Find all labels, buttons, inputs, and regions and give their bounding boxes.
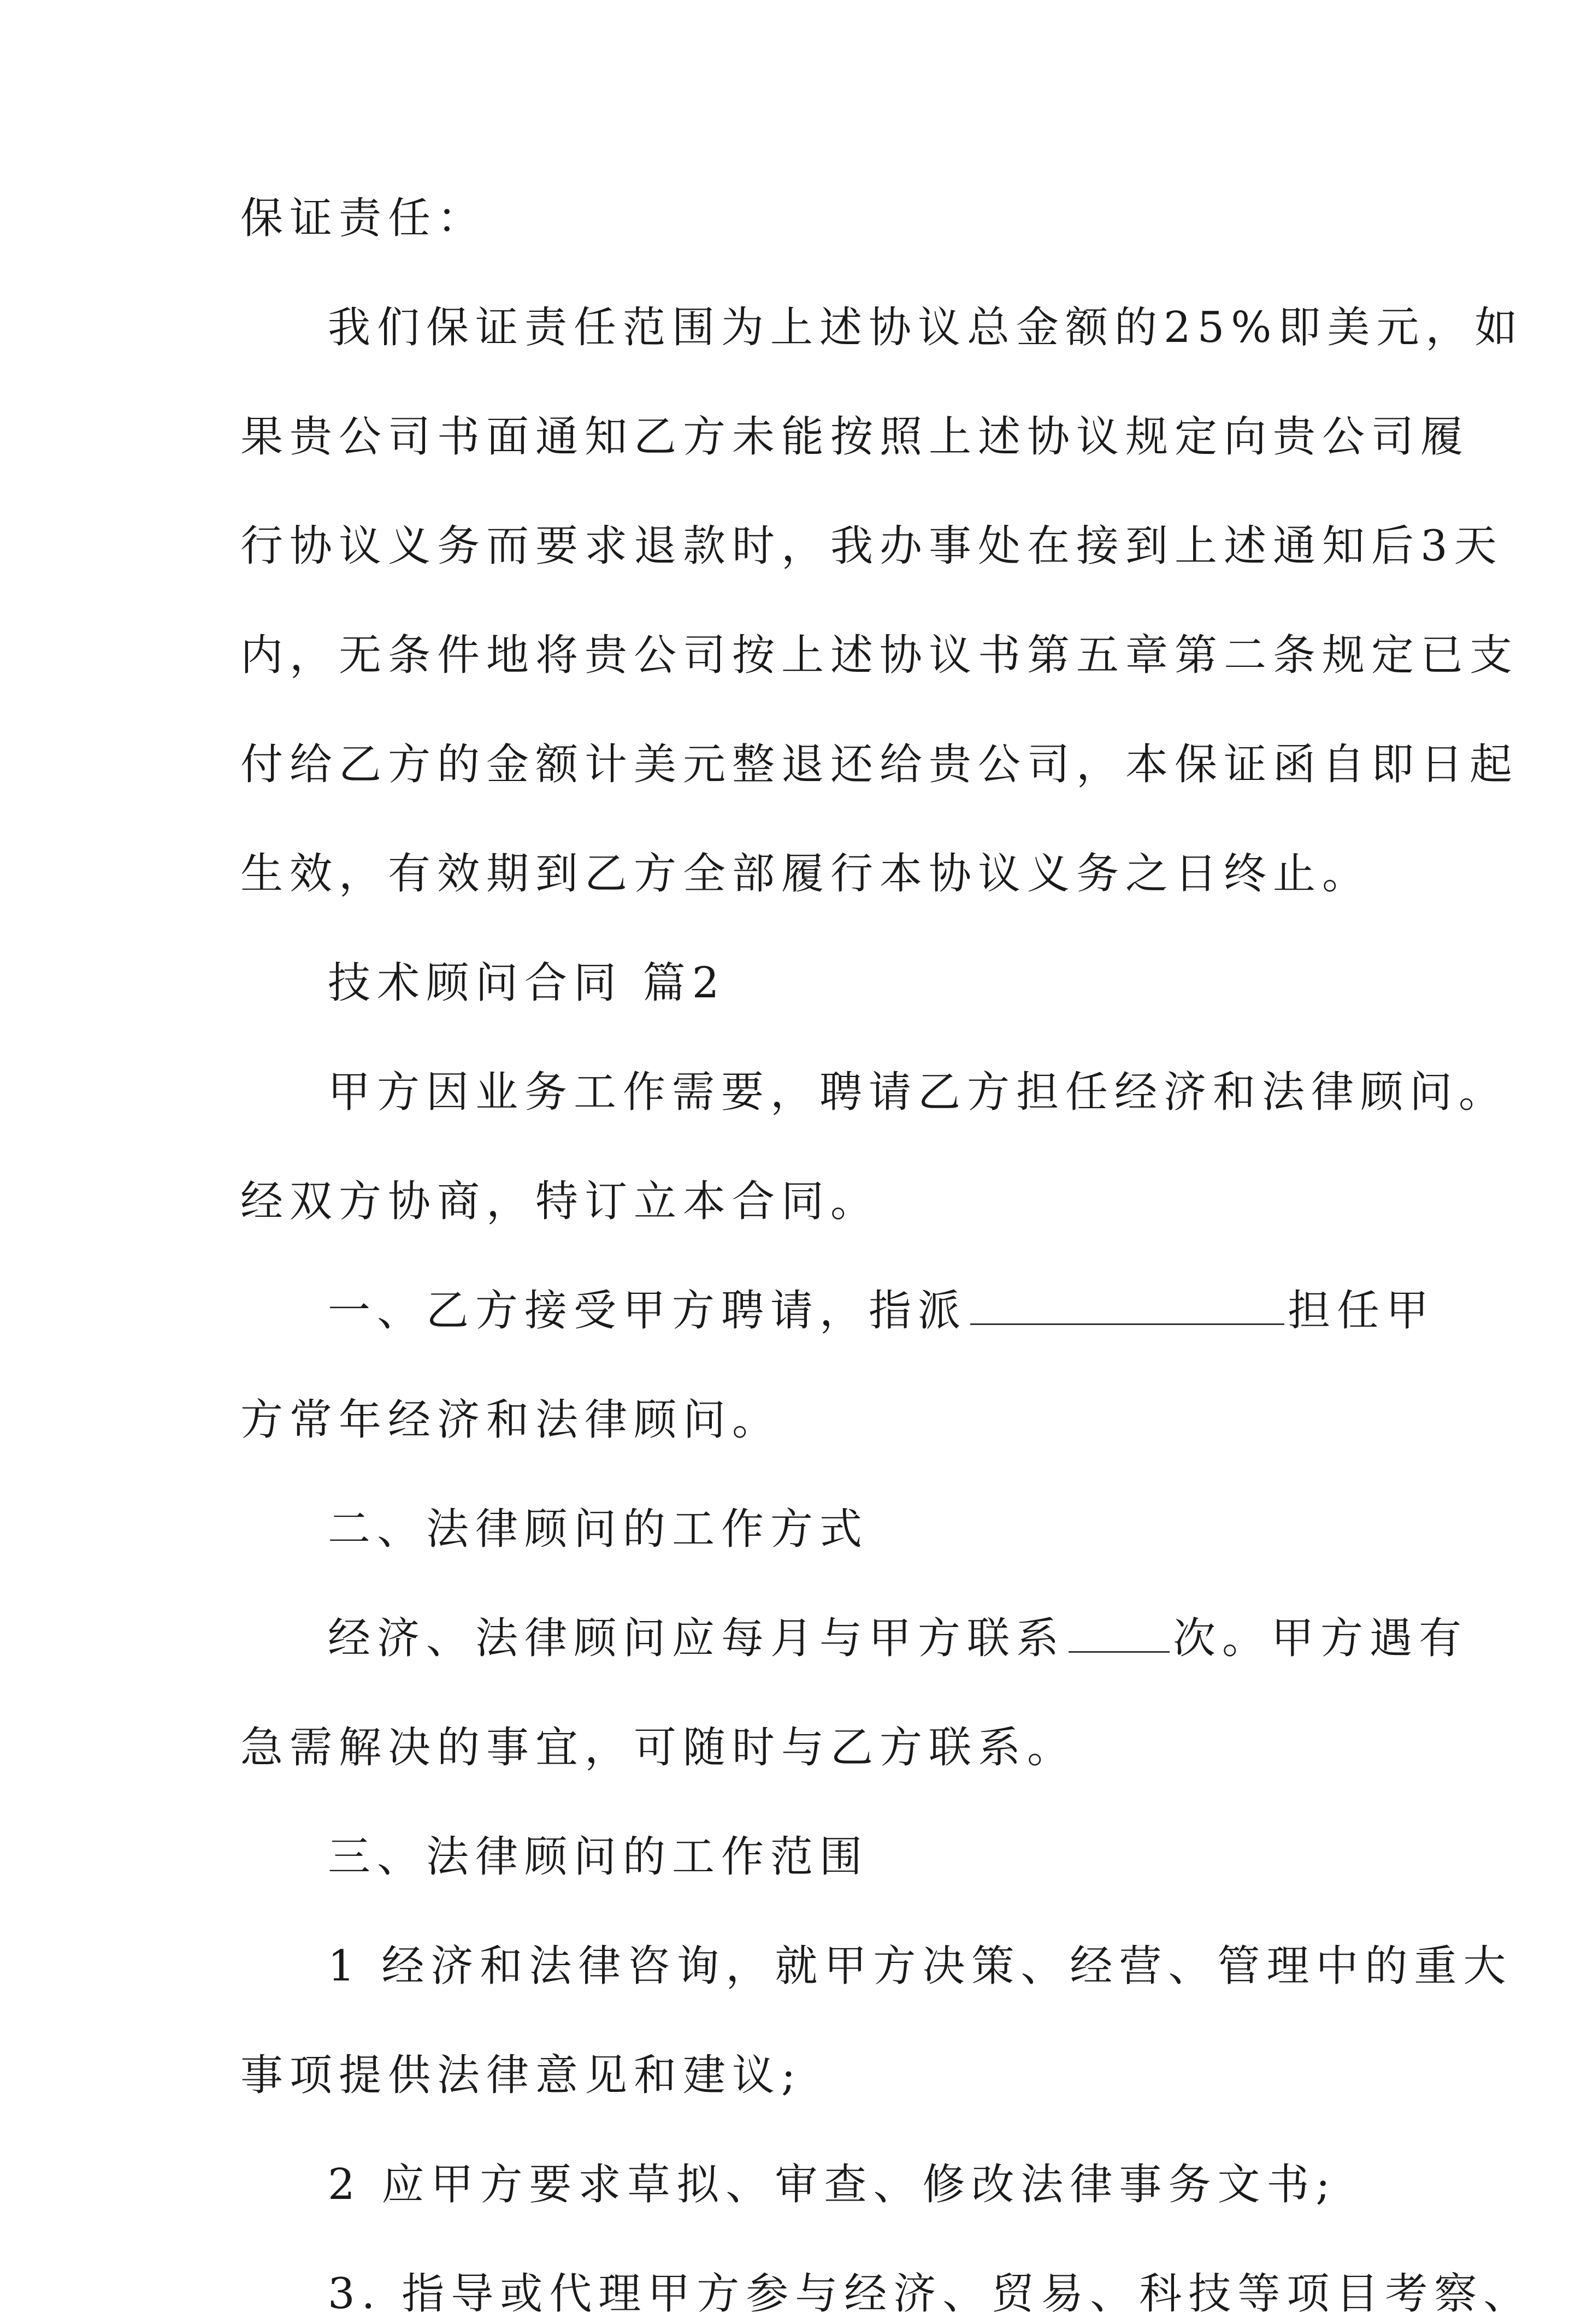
paragraph-line: 付给乙方的金额计美元整退还给贵公司，本保证函自即日起 — [240, 740, 1519, 789]
clause-text: 次。甲方遇有 — [1173, 1614, 1468, 1663]
list-item: 2 应甲方要求草拟、审查、修改法律事务文书; — [328, 2160, 1337, 2209]
paragraph-line: 经双方协商，特订立本合同。 — [240, 1177, 880, 1226]
fill-in-blank[interactable] — [1069, 1609, 1170, 1653]
paragraph-line: 内，无条件地将贵公司按上述协议书第五章第二条规定已支 — [240, 631, 1519, 680]
paragraph-line: 我们保证责任范围为上述协议总金额的25%即美元，如 — [328, 303, 1524, 352]
paragraph-line: 方常年经济和法律顾问。 — [240, 1395, 782, 1445]
paragraph-line: 行协议义务而要求退款时，我办事处在接到上述通知后3天 — [240, 522, 1503, 571]
clause-text: 一、乙方接受甲方聘请，指派 — [328, 1286, 968, 1335]
paragraph-line: 急需解决的事宜，可随时与乙方联系。 — [240, 1723, 1077, 1772]
clause-text: 经济、法律顾问应每月与甲方联系 — [328, 1614, 1066, 1663]
clause-text: 担任甲 — [1288, 1286, 1436, 1335]
clause-line — [328, 1281, 1435, 1341]
clause-heading: 三、法律顾问的工作范围 — [328, 1832, 869, 1882]
list-item: 1 经济和法律咨询，就甲方决策、经营、管理中的重大 — [328, 1942, 1513, 1991]
fill-in-blank[interactable] — [970, 1281, 1284, 1325]
paragraph-line: 事项提供法律意见和建议; — [240, 2051, 803, 2100]
paragraph-line: 甲方因业务工作需要，聘请乙方担任经济和法律顾问。 — [328, 1068, 1508, 1117]
clause-heading: 二、法律顾问的工作方式 — [328, 1505, 869, 1554]
section-title: 技术顾问合同 篇2 — [328, 959, 726, 1008]
paragraph-line: 保证责任： — [240, 194, 487, 243]
paragraph-line: 生效，有效期到乙方全部履行本协议义务之日终止。 — [240, 849, 1372, 898]
list-item: 3. 指导或代理甲方参与经济、贸易、科技等项目考察、 — [328, 2269, 1533, 2319]
paragraph-line: 果贵公司书面通知乙方未能按照上述协议规定向贵公司履 — [240, 412, 1470, 462]
clause-line — [328, 1609, 1468, 1669]
